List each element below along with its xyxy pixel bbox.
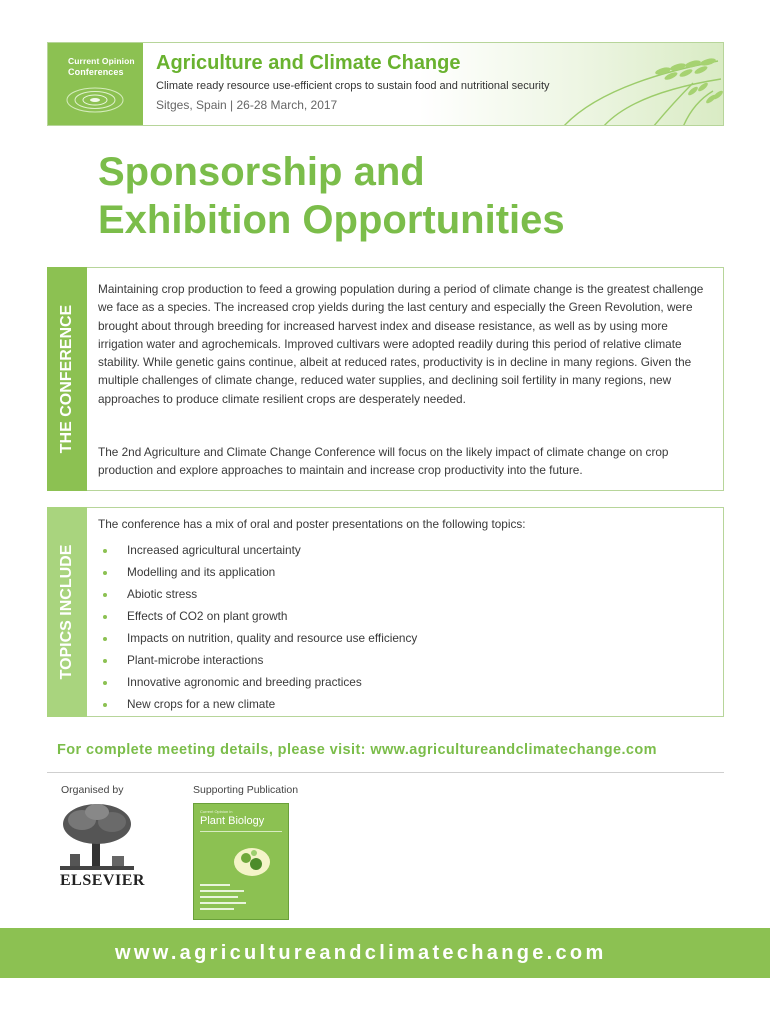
supporting-publication-label: Supporting Publication xyxy=(193,784,299,796)
list-item xyxy=(103,539,417,561)
list-item xyxy=(103,605,417,627)
topic-label: New crops for a new climate xyxy=(127,697,276,711)
banner-location-date: Sitges, Spain | 26-28 March, 2017 xyxy=(156,98,338,112)
brand-line2: Conferences xyxy=(68,67,124,77)
topic-label: Impacts on nutrition, quality and resource use efficiency xyxy=(127,631,418,645)
journal-series: Current Opinion in xyxy=(200,809,233,814)
heading-line1: Sponsorship and xyxy=(98,150,425,194)
bullet-icon xyxy=(103,681,107,685)
topic-label: Increased agricultural uncertainty xyxy=(127,543,301,557)
conference-paragraph-1: Maintaining crop production to feed a growing population during a period of climate change is the greatest challenge we face as a species. The increased crop yields during the last century and especially the Green Revolution, were brought about through breeding for increased harvest index and disease resistance, as well as by using more irrigation water and agrochemicals. Improved cultivars were adopted readily during this period of relative climate stability. While genetic gains continue, albeit at reduced rates, productivity is in decline in many regions. Given the multiple challenges of climate change, reduced water supplies, and declining soil fertility in many regions, new approaches to produce climate resilient crops are desperately needed. xyxy=(98,282,704,406)
journal-text-line xyxy=(200,896,238,898)
heading-line2: Exhibition Opportunities xyxy=(98,198,565,242)
banner-subtitle: Climate ready resource use-efficient crops to sustain food and nutritional security xyxy=(156,80,550,92)
topics-tab xyxy=(47,507,87,717)
topics-list xyxy=(103,539,417,715)
journal-title: Plant Biology xyxy=(200,815,265,827)
conference-paragraph-2: The 2nd Agriculture and Climate Change Conference will focus on the likely impact of climate change on crop production and explore approaches to maintain and increase crop productivity into the future. xyxy=(98,445,669,478)
topic-label: Plant-microbe interactions xyxy=(127,653,264,667)
topics-tab-label: TOPICS INCLUDE xyxy=(58,544,75,680)
conference-banner xyxy=(47,42,724,126)
meeting-details-link[interactable]: For complete meeting details, please visit: www.agricultureandclimatechange.com xyxy=(57,742,657,758)
footer-bar xyxy=(0,928,770,978)
topics-section xyxy=(87,507,724,717)
bullet-icon xyxy=(103,549,107,553)
page-heading xyxy=(98,148,565,244)
topics-intro: The conference has a mix of oral and poster presentations on the following topics: xyxy=(98,517,526,531)
bullet-icon xyxy=(103,615,107,619)
elsevier-logo: ELSEVIER xyxy=(60,872,145,889)
bullet-icon xyxy=(103,703,107,707)
journal-text-line xyxy=(200,884,230,886)
journal-text-line xyxy=(200,890,244,892)
bullet-icon xyxy=(103,637,107,641)
list-item xyxy=(103,671,417,693)
journal-cover xyxy=(193,803,289,920)
topic-label: Modelling and its application xyxy=(127,565,276,579)
organised-by-label: Organised by xyxy=(61,784,124,796)
list-item xyxy=(103,627,417,649)
list-item xyxy=(103,583,417,605)
ripple-icon xyxy=(64,83,126,117)
banner-title: Agriculture and Climate Change xyxy=(156,52,461,74)
list-item xyxy=(103,561,417,583)
wheat-image xyxy=(543,43,723,126)
elsevier-tree-icon xyxy=(60,802,134,870)
list-item xyxy=(103,649,417,671)
bullet-icon xyxy=(103,571,107,575)
conference-tab xyxy=(47,267,87,491)
topic-label: Innovative agronomic and breeding practices xyxy=(127,675,362,689)
journal-text-line xyxy=(200,902,246,904)
divider xyxy=(47,772,724,773)
topic-label: Effects of CO2 on plant growth xyxy=(127,609,288,623)
journal-text-line xyxy=(200,908,234,910)
bullet-icon xyxy=(103,659,107,663)
bullet-icon xyxy=(103,593,107,597)
plant-cell-image xyxy=(232,844,272,880)
conference-section xyxy=(87,267,724,491)
footer-url-link[interactable]: www.agricultureandclimatechange.com xyxy=(115,942,607,964)
journal-rule xyxy=(200,831,282,832)
conference-tab-label: THE CONFERENCE xyxy=(58,304,75,454)
topic-label: Abiotic stress xyxy=(127,587,198,601)
list-item xyxy=(103,693,417,715)
brand-line1: Current Opinion xyxy=(68,56,135,66)
current-opinion-logo xyxy=(48,43,143,126)
